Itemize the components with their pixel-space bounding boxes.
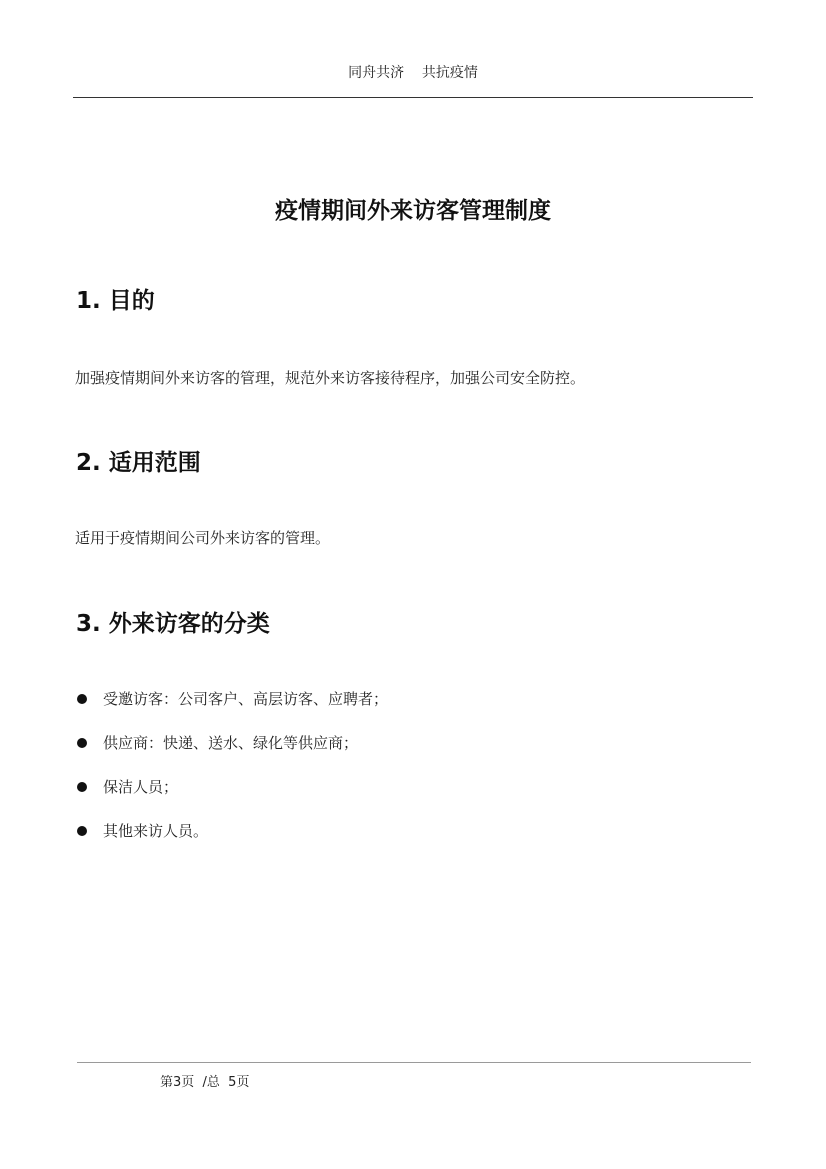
list-item-text: 其他来访人员。 <box>103 822 209 840</box>
list-item <box>76 732 388 754</box>
section-heading-scope: 2. 适用范围 <box>76 450 201 476</box>
bullet-dot-icon <box>77 738 87 748</box>
page-number: 第3页 /总 5页 <box>160 1075 250 1090</box>
footer-divider <box>77 1062 751 1063</box>
section-body-purpose: 加强疫情期间外来访客的管理，规范外来访客接待程序，加强公司安全防控。 <box>75 369 586 387</box>
list-item <box>76 820 388 842</box>
list-item-text: 受邀访客：公司客户、高层访客、应聘者； <box>103 690 389 708</box>
bullet-dot-icon <box>77 826 87 836</box>
list-item-text: 供应商：快递、送水、绿化等供应商； <box>103 734 359 752</box>
section-heading-visitor-categories: 3. 外来访客的分类 <box>76 611 270 637</box>
document-title: 疫情期间外来访客管理制度 <box>275 198 551 224</box>
list-item <box>76 776 388 798</box>
list-item-text: 保洁人员； <box>103 778 179 796</box>
bullet-dot-icon <box>77 694 87 704</box>
bullet-dot-icon <box>77 782 87 792</box>
section-body-scope: 适用于疫情期间公司外来访客的管理。 <box>75 529 331 547</box>
page-header: 同舟共济 共抗疫情 <box>348 65 478 81</box>
section-heading-purpose: 1. 目的 <box>76 288 155 314</box>
list-item <box>76 688 388 710</box>
visitor-category-list <box>76 688 388 864</box>
header-divider <box>73 97 753 98</box>
